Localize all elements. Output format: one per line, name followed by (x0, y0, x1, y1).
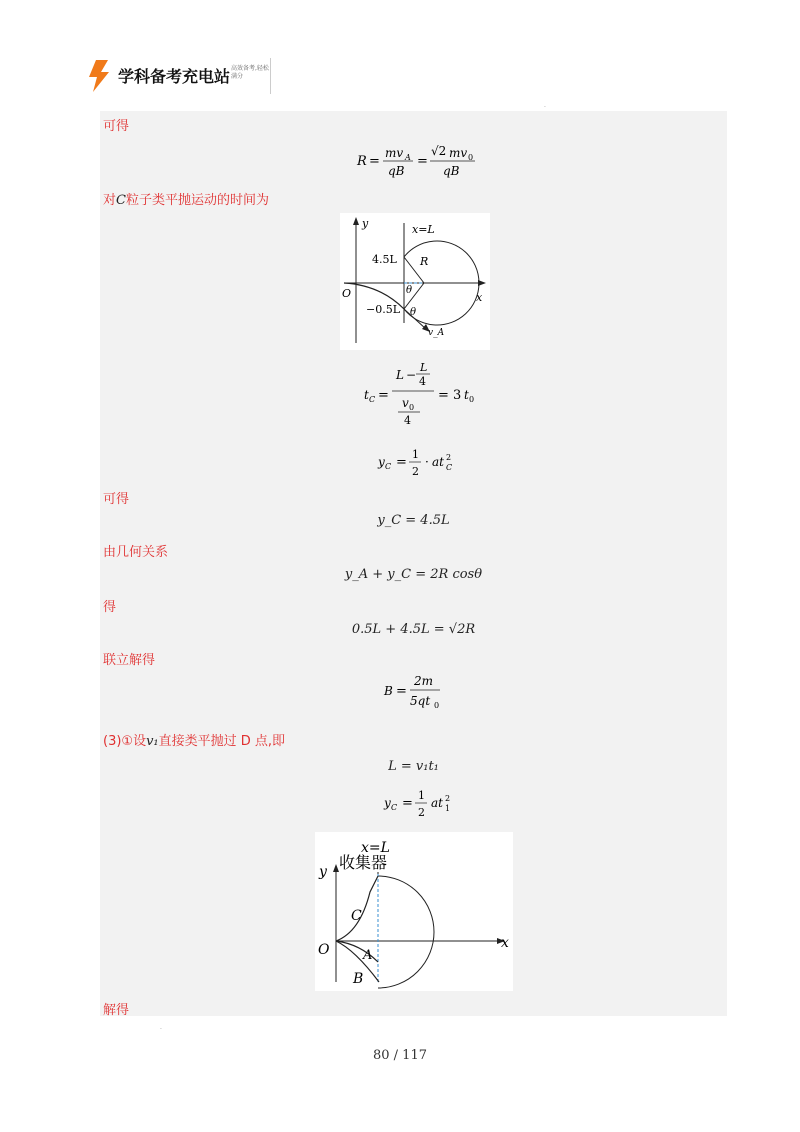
fig1-vA-label: v_A (428, 328, 445, 338)
logo-text: 学科备考充电站 (118, 67, 231, 86)
svg-text:t: t (464, 388, 469, 402)
svg-text:4: 4 (404, 414, 411, 427)
svg-text:1: 1 (445, 804, 451, 813)
svg-text:y: y (378, 455, 385, 469)
fig1-theta2: θ (410, 307, 417, 318)
text-lianli: 联立解得 (103, 653, 156, 668)
svg-text:1: 1 (412, 448, 419, 461)
logo-slogan: 高效备考,轻松满分 (231, 65, 269, 80)
svg-text:2: 2 (412, 465, 419, 478)
fig1-theta1: θ (406, 285, 413, 296)
text-jiede: 解得 (103, 1003, 130, 1018)
svg-text:=: = (396, 684, 407, 699)
svg-text:at: at (431, 796, 443, 810)
svg-text:0: 0 (409, 403, 415, 412)
svg-text:2: 2 (418, 806, 425, 819)
text-kede-2: 可得 (103, 492, 130, 507)
text-c-particle: 对C粒子类平抛运动的时间为 (103, 193, 269, 208)
fig1-R-label: R (420, 255, 429, 268)
text-de: 得 (103, 600, 117, 615)
svg-text:=: = (417, 154, 428, 169)
svg-text:v: v (402, 396, 409, 410)
equation-yC-1 (376, 444, 476, 484)
equation-B (382, 671, 452, 715)
equation-L: L = v₁t₁ (388, 759, 439, 774)
svg-text:5qt: 5qt (410, 694, 431, 708)
svg-text:2m: 2m (414, 674, 434, 688)
svg-text:=: = (378, 388, 389, 403)
svg-text:=: = (402, 796, 413, 811)
equation-tC (362, 359, 492, 429)
svg-text:2: 2 (446, 453, 452, 462)
svg-text:t: t (364, 388, 369, 402)
svg-text:L: L (420, 361, 428, 374)
svg-text:0: 0 (468, 153, 474, 162)
fig1-x-label: x (476, 291, 483, 304)
svg-text:qB: qB (443, 164, 460, 178)
fig2-x-label: x (501, 935, 509, 951)
svg-text:0: 0 (469, 395, 475, 404)
svg-text:C: C (391, 803, 398, 812)
svg-text:mv: mv (385, 146, 404, 160)
svg-text:C: C (369, 395, 376, 404)
fig1-05L-label: −0.5L (366, 303, 401, 316)
svg-text:·: · (425, 455, 429, 469)
equation-sum: 0.5L + 4.5L = √2R (351, 622, 476, 637)
svg-text:A: A (405, 153, 411, 162)
fig2-xL-label: x=L (361, 840, 390, 856)
svg-text:qB: qB (388, 164, 405, 178)
fig1-xL-label: x=L (412, 223, 435, 236)
fig2-A-label: A (363, 948, 373, 963)
svg-text:2: 2 (445, 794, 451, 803)
fig1-45L-label: 4.5L (372, 253, 397, 266)
text-geometry: 由几何关系 (103, 545, 169, 560)
page-number: 80 / 117 (373, 1048, 427, 1063)
svg-text:4: 4 (419, 375, 426, 388)
svg-text:= 3: = 3 (438, 388, 462, 403)
equation-R (355, 141, 485, 181)
svg-text:√2: √2 (431, 144, 447, 158)
svg-text:=: = (396, 455, 407, 470)
lightning-icon (88, 60, 110, 92)
equation-yC-3 (382, 785, 462, 825)
text-kede-1: 可得 (103, 119, 130, 134)
fig1-origin: O (342, 287, 352, 300)
fig2-y-label: y (319, 864, 327, 880)
text-part3: (3)①设v₁直接类平抛过 D 点,即 (103, 734, 286, 749)
logo-divider (270, 58, 271, 94)
equation-yC-2: y_C = 4.5L (377, 513, 450, 528)
svg-text:1: 1 (418, 789, 425, 802)
document-content (100, 111, 727, 1016)
figure-trajectory-1 (340, 213, 490, 350)
svg-text:C: C (385, 462, 392, 471)
stray-dot-2: . (160, 1024, 162, 1031)
svg-text:L: L (396, 368, 404, 382)
svg-text:y: y (384, 796, 391, 810)
fig2-B-label: B (353, 971, 364, 987)
stray-dot: . (544, 102, 546, 109)
equation-geometry: y_A + y_C = 2R cosθ (344, 567, 483, 582)
fig2-origin: O (318, 942, 330, 958)
svg-text:C: C (446, 463, 453, 472)
fig2-C-label: C (351, 908, 362, 924)
fig1-y-label: y (362, 217, 369, 230)
svg-text:mv: mv (449, 146, 468, 160)
figure-trajectory-2 (315, 832, 513, 991)
svg-text:=: = (369, 154, 380, 169)
fig2-collector-label: 收集器 (339, 853, 388, 872)
svg-text:−: − (406, 368, 417, 382)
svg-text:R: R (357, 154, 367, 169)
svg-text:B: B (384, 684, 393, 698)
svg-text:0: 0 (434, 701, 440, 710)
svg-text:at: at (432, 455, 444, 469)
